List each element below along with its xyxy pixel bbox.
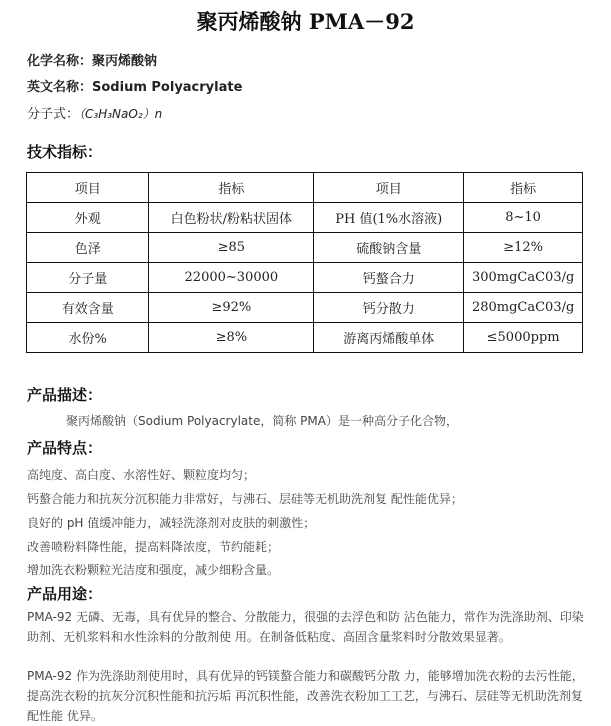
table-cell: 色泽: [27, 233, 149, 263]
table-row: [27, 263, 583, 293]
table-cell: ≥8%: [149, 323, 314, 353]
page-title: 聚丙烯酸钠 PMA－92: [196, 9, 415, 34]
table-cell: 硫酸钠含量: [314, 233, 464, 263]
table-cell: 280mgCaC03/g: [464, 293, 583, 323]
chemical-name-value: 聚丙烯酸钠: [92, 54, 158, 69]
feature-item: 增加洗衣粉颗粒光洁度和强度，减少细粉含量。: [27, 563, 280, 577]
chemical-name-label: 化学名称：: [27, 54, 93, 69]
table-cell: ≥85: [149, 233, 314, 263]
english-name-value: Sodium Polyacrylate: [92, 80, 243, 95]
formula-row: [27, 103, 162, 122]
table-cell: 项目: [27, 173, 149, 203]
english-name-label: 英文名称：: [27, 80, 93, 95]
table-cell: 指标: [149, 173, 314, 203]
table-cell: 钙螯合力: [314, 263, 464, 293]
usage-paragraph-2: PMA-92 作为洗涤助剂使用时，具有优异的钙镁螯合能力和碳酸钙分散 力，能够增加洗衣粉的去污性能，提高洗衣粉的抗灰分沉积性能和抗污垢 再沉积性能，改善洗衣粉加工工艺，与沸石、层硅等无机助洗剂复配性能 优异。: [27, 669, 584, 723]
spec-heading: 技术指标：: [27, 143, 103, 161]
formula-label: 分子式：: [27, 107, 80, 122]
table-row: [27, 323, 583, 353]
table-cell: 白色粉状/粉粘状固体: [149, 203, 314, 233]
feature-item: 高纯度、高白度、水溶性好、颗粒度均匀；: [27, 468, 256, 482]
description-text: 聚丙烯酸钠（Sodium Polyacrylate，简称 PMA）是一种高分子化合物，: [66, 414, 458, 428]
table-cell: ≤5000ppm: [464, 323, 583, 353]
table-cell: 22000~30000: [149, 263, 314, 293]
table-cell: 水份%: [27, 323, 149, 353]
table-row: [27, 203, 583, 233]
features-heading: 产品特点：: [27, 439, 103, 457]
table-row: [27, 173, 583, 203]
table-cell: 有效含量: [27, 293, 149, 323]
table-cell: ≥92%: [149, 293, 314, 323]
table-cell: 外观: [27, 203, 149, 233]
usage-heading: 产品用途：: [27, 585, 103, 603]
english-name-row: [27, 76, 242, 95]
table-cell: PH 值(1%水溶液): [314, 203, 464, 233]
feature-item: 钙螯合能力和抗灰分沉积能力非常好，与沸石、层硅等无机助洗剂复 配性能优异；: [27, 492, 463, 506]
table-cell: 300mgCaC03/g: [464, 263, 583, 293]
table-cell: 指标: [464, 173, 583, 203]
table-cell: ≥12%: [464, 233, 583, 263]
formula-value: （C₃H₃NaO₂）n: [79, 107, 163, 121]
table-row: [27, 233, 583, 263]
table-cell: 钙分散力: [314, 293, 464, 323]
table-cell: 游离丙烯酸单体: [314, 323, 464, 353]
table-cell: 项目: [314, 173, 464, 203]
feature-item: 改善喷粉料降性能，提高料降浓度，节约能耗；: [27, 540, 280, 554]
feature-item: 良好的 pH 值缓冲能力，减轻洗涤剂对皮肤的刺激性；: [27, 516, 316, 530]
table-cell: 8~10: [464, 203, 583, 233]
chemical-name-row: [27, 50, 157, 69]
table-row: [27, 293, 583, 323]
description-heading: 产品描述：: [27, 386, 103, 404]
usage-paragraph-1: PMA-92 无磷、无毒，具有优异的整合、分散能力，很强的去浮色和防 沾色能力，常作为洗涤助剂、印染助剂、无机浆料和水性涂料的分散剂使 用。在制备低粘度、高固含量浆料时分散效果显著。: [27, 610, 584, 644]
spec-table: [26, 172, 583, 353]
table-cell: 分子量: [27, 263, 149, 293]
